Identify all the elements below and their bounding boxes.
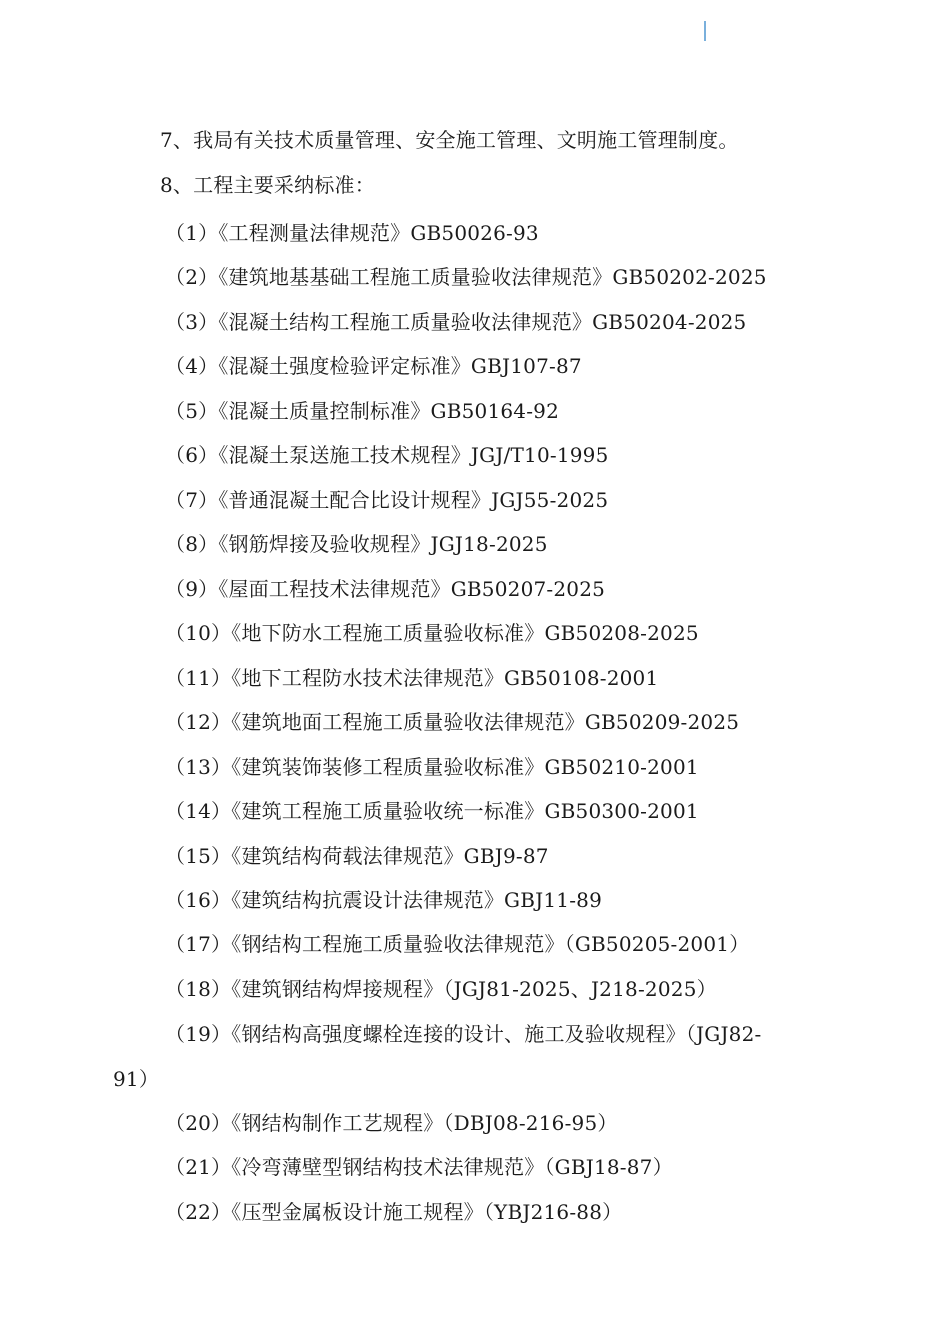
standard-item-11: （11）《地下工程防水技术法律规范》GB50108-2001 — [165, 666, 659, 690]
standard-item-7: （7）《普通混凝土配合比设计规程》JGJ55-2025 — [165, 488, 609, 512]
standard-item-6: （6）《混凝土泵送施工技术规程》JGJ/T10-1995 — [165, 443, 609, 467]
standard-item-10: （10）《地下防水工程施工质量验收标准》GB50208-2025 — [165, 621, 699, 645]
paragraph-7: 7、我局有关技术质量管理、安全施工管理、文明施工管理制度。 — [160, 128, 739, 152]
standard-item-3: （3）《混凝土结构工程施工质量验收法律规范》GB50204-2025 — [165, 310, 747, 334]
standard-item-4: （4）《混凝土强度检验评定标准》GBJ107-87 — [165, 354, 582, 378]
standard-item-19-continuation: 91） — [113, 1067, 160, 1091]
standard-item-19: （19）《钢结构高强度螺栓连接的设计、施工及验收规程》（JGJ82- — [165, 1022, 762, 1046]
standard-item-20: （20）《钢结构制作工艺规程》（DBJ08-216-95） — [165, 1111, 618, 1135]
standard-item-17: （17）《钢结构工程施工质量验收法律规范》（GB50205-2001） — [165, 932, 750, 956]
standard-item-14: （14）《建筑工程施工质量验收统一标准》GB50300-2001 — [165, 799, 699, 823]
standard-item-22: （22）《压型金属板设计施工规程》（YBJ216-88） — [165, 1200, 623, 1224]
text-cursor — [704, 21, 706, 41]
standard-item-2: （2）《建筑地基基础工程施工质量验收法律规范》GB50202-2025 — [165, 265, 767, 289]
standard-item-5: （5）《混凝土质量控制标准》GB50164-92 — [165, 399, 560, 423]
standard-item-1: （1）《工程测量法律规范》GB50026-93 — [165, 221, 539, 245]
standard-item-16: （16）《建筑结构抗震设计法律规范》GBJ11-89 — [165, 888, 602, 912]
standard-item-13: （13）《建筑装饰装修工程质量验收标准》GB50210-2001 — [165, 755, 699, 779]
standard-item-18: （18）《建筑钢结构焊接规程》（JGJ81-2025、J218-2025） — [165, 977, 717, 1001]
standard-item-8: （8）《钢筋焊接及验收规程》JGJ18-2025 — [165, 532, 548, 556]
paragraph-8: 8、工程主要采纳标准： — [160, 173, 375, 197]
standard-item-9: （9）《屋面工程技术法律规范》GB50207-2025 — [165, 577, 606, 601]
standard-item-21: （21）《冷弯薄壁型钢结构技术法律规范》（GBJ18-87） — [165, 1155, 673, 1179]
standard-item-15: （15）《建筑结构荷载法律规范》GBJ9-87 — [165, 844, 549, 868]
standard-item-12: （12）《建筑地面工程施工质量验收法律规范》GB50209-2025 — [165, 710, 740, 734]
